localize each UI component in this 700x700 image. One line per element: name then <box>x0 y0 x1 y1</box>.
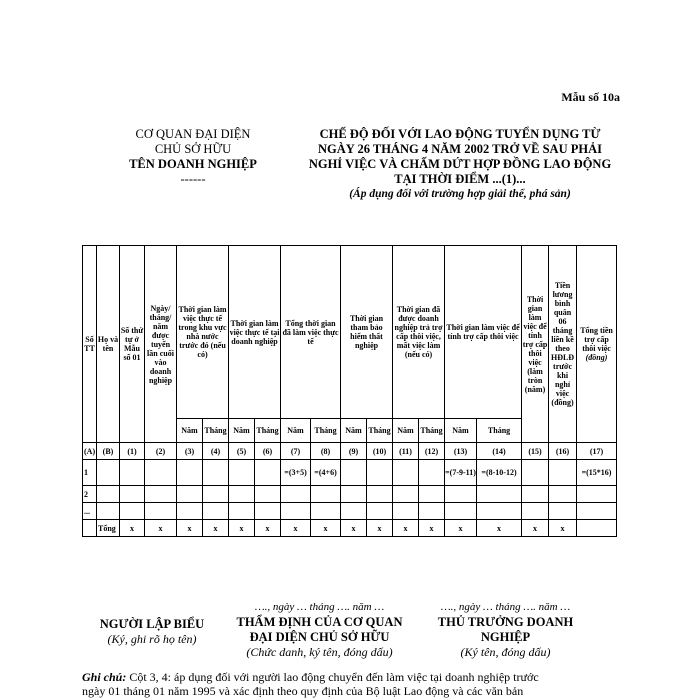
header-state-work: Thời gian làm việc thực tế trong khu vực nhà nước trước đó (nếu có) <box>177 246 229 419</box>
formula-cell: =(15*16) <box>577 460 617 486</box>
col-number: (9) <box>341 443 367 460</box>
table-row <box>83 503 617 520</box>
header-hire-date: Ngày/ tháng/ năm được tuyển lần cuối vào doanh nghiệp <box>145 246 177 443</box>
header-total-work: Tổng thời gian đã làm việc thực tế <box>281 246 341 419</box>
col-number: (5) <box>229 443 255 460</box>
x-mark: x <box>341 520 367 537</box>
row-stt: 2 <box>83 486 97 503</box>
subheader-year: Năm <box>445 419 477 443</box>
header-rounded-time: Thời gian làm việc để tính trợ cấp thôi việc (làm tròn (năm) <box>522 246 549 443</box>
col-number: (11) <box>393 443 419 460</box>
x-mark: x <box>229 520 255 537</box>
header-stt: Số TT <box>83 246 97 443</box>
x-mark: x <box>419 520 445 537</box>
document-title <box>290 127 630 202</box>
cell <box>120 460 145 486</box>
cell <box>255 460 281 486</box>
header-id: Số thứ tự ở Mẫu số 01 <box>120 246 145 443</box>
x-mark: x <box>203 520 229 537</box>
x-mark: x <box>177 520 203 537</box>
x-mark: x <box>477 520 522 537</box>
cell <box>229 460 255 486</box>
table-row <box>83 460 617 486</box>
cell <box>419 460 445 486</box>
x-mark: x <box>120 520 145 537</box>
col-number: (14) <box>477 443 522 460</box>
agency-line-2: CHỦ SỞ HỮU <box>154 142 232 156</box>
document-subtitle: (Áp dụng đối với trường hợp giải thể, phá sản) <box>349 188 571 200</box>
subheader-month: Tháng <box>367 419 393 443</box>
director-title-2: NGHIỆP <box>480 630 531 644</box>
subheader-year: Năm <box>341 419 367 443</box>
total-allowance-unit: (đồng) <box>585 353 608 362</box>
cell <box>367 460 393 486</box>
total-label: Tổng <box>97 520 120 537</box>
preparer-title: NGƯỜI LẬP BIỂU <box>99 617 205 631</box>
total-allowance-cell <box>577 520 617 537</box>
header-unemployment-insurance: Thời gian tham bảo hiểm thất nghiệp <box>341 246 393 419</box>
note-label: Ghi chú: <box>82 670 127 684</box>
column-number-row <box>83 443 617 460</box>
subheader-month: Tháng <box>311 419 341 443</box>
col-number: (B) <box>97 443 120 460</box>
title-line-4: TẠI THỜI ĐIỂM ...(1)... <box>394 172 526 186</box>
header-total-allowance <box>577 246 617 443</box>
cell <box>549 460 577 486</box>
cell <box>145 460 177 486</box>
header-calc-time: Thời gian làm việc để tính trợ cấp thôi việc <box>445 246 522 419</box>
title-line-2: NGÀY 26 THÁNG 4 NĂM 2002 TRỞ VỀ SAU PHẢI <box>318 142 602 156</box>
x-mark: x <box>367 520 393 537</box>
total-row <box>83 520 617 537</box>
col-number: (7) <box>281 443 311 460</box>
subheader-year: Năm <box>177 419 203 443</box>
cell <box>177 460 203 486</box>
formula-cell: =(8-10-12) <box>477 460 522 486</box>
director-hint: (Ký tên, đóng dấu) <box>460 645 551 659</box>
total-stt-cell <box>83 520 97 537</box>
x-mark: x <box>393 520 419 537</box>
x-mark: x <box>281 520 311 537</box>
issuer-header <box>88 127 298 187</box>
appraiser-hint: (Chức danh, ký tên, đóng dấu) <box>246 645 393 659</box>
note-line-1: Cột 3, 4: áp dụng đối với người lao động chuyển đến làm việc tại doanh nghiệp trước <box>126 670 539 684</box>
subheader-month: Tháng <box>477 419 522 443</box>
x-mark: x <box>311 520 341 537</box>
col-number: (6) <box>255 443 281 460</box>
allowance-table <box>82 245 617 537</box>
form-number: Mẫu số 10a <box>561 90 620 104</box>
cell <box>341 460 367 486</box>
table-row <box>83 486 617 503</box>
row-stt: 1 <box>83 460 97 486</box>
preparer-hint: (Ký, ghi rõ họ tên) <box>107 632 197 646</box>
agency-line-1: CƠ QUAN ĐẠI DIỆN <box>135 127 251 141</box>
formula-cell: =(4+6) <box>311 460 341 486</box>
formula-cell: =(3+5) <box>281 460 311 486</box>
company-name: TÊN DOANH NGHIỆP <box>129 157 257 171</box>
appraiser-title-2: ĐẠI DIỆN CHỦ SỞ HỮU <box>249 630 390 644</box>
note-line-2: ngày 01 tháng 01 năm 1995 và xác định theo quy định của Bộ luật Lao động và các văn bản <box>82 684 524 698</box>
formula-cell: =(7-9-11) <box>445 460 477 486</box>
header-name: Họ và tên <box>97 246 120 443</box>
director-date: …., ngày … tháng …. năm … <box>440 601 571 613</box>
cell <box>97 460 120 486</box>
director-signature <box>428 600 583 660</box>
cell <box>522 460 549 486</box>
col-number: (13) <box>445 443 477 460</box>
x-mark: x <box>549 520 577 537</box>
col-number: (17) <box>577 443 617 460</box>
col-number: (4) <box>203 443 229 460</box>
col-number: (3) <box>177 443 203 460</box>
appraiser-title-1: THẨM ĐỊNH CỦA CƠ QUAN <box>236 615 403 629</box>
subheader-year: Năm <box>393 419 419 443</box>
x-mark: x <box>255 520 281 537</box>
header-dashes: ------ <box>180 172 206 186</box>
title-line-3: NGHỈ VIỆC VÀ CHẤM DỨT HỢP ĐỒNG LAO ĐỘNG <box>308 157 612 171</box>
col-number: (15) <box>522 443 549 460</box>
cell <box>393 460 419 486</box>
header-prev-paid: Thời gian đã được doanh nghiệp trả trợ cấp thôi việc, mất việc làm (nếu có) <box>393 246 445 419</box>
col-number: (A) <box>83 443 97 460</box>
header-actual-work: Thời gian làm việc thực tế tại doanh nghiệp <box>229 246 281 419</box>
title-line-1: CHẾ ĐỘ ĐỐI VỚI LAO ĐỘNG TUYỂN DỤNG TỪ <box>319 127 601 141</box>
subheader-month: Tháng <box>255 419 281 443</box>
x-mark: x <box>522 520 549 537</box>
subheader-year: Năm <box>281 419 311 443</box>
col-number: (16) <box>549 443 577 460</box>
col-number: (1) <box>120 443 145 460</box>
appraiser-signature <box>222 600 417 660</box>
col-number: (10) <box>367 443 393 460</box>
col-number: (2) <box>145 443 177 460</box>
x-mark: x <box>145 520 177 537</box>
cell <box>203 460 229 486</box>
row-stt: ... <box>83 503 97 520</box>
director-title-1: THỦ TRƯỞNG DOANH <box>437 615 574 629</box>
subheader-month: Tháng <box>419 419 445 443</box>
preparer-signature <box>82 617 222 647</box>
x-mark: x <box>445 520 477 537</box>
footnote <box>82 670 622 698</box>
header-avg-salary: Tiền lương bình quân 06 tháng liền kề theo HĐLĐ trước khi nghỉ việc (đồng) <box>549 246 577 443</box>
appraiser-date: …., ngày … tháng …. năm … <box>254 601 385 613</box>
col-number: (12) <box>419 443 445 460</box>
col-number: (8) <box>311 443 341 460</box>
total-allowance-label: Tổng tiền trợ cấp thôi việc <box>580 326 613 353</box>
subheader-month: Tháng <box>203 419 229 443</box>
subheader-year: Năm <box>229 419 255 443</box>
